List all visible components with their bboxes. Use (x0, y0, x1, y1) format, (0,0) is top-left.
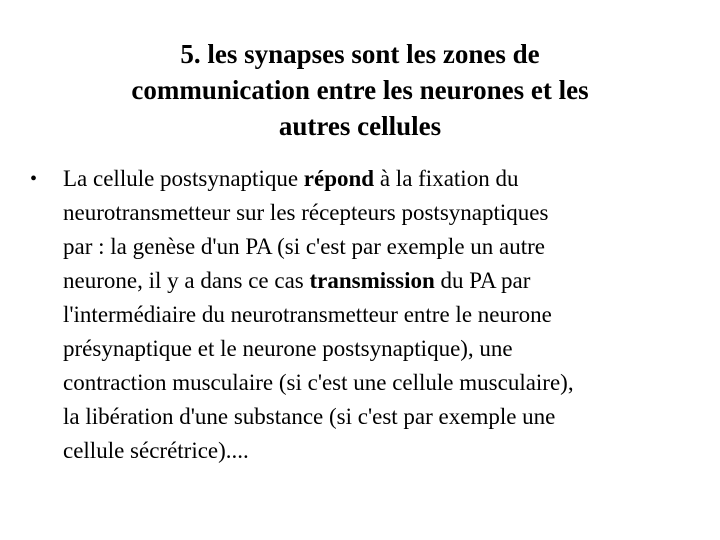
title-line-1: 5. les synapses sont les zones de (180, 39, 540, 69)
slide-title (40, 36, 680, 144)
bullet-line-5: l'intermédiaire du neurotransmetteur entre le neurone (63, 302, 552, 327)
bullet-line-8: la libération d'une substance (si c'est par exemple une (63, 404, 556, 429)
bullet-line-1 (63, 162, 703, 196)
text-segment: neurone, il y a dans ce cas (63, 268, 310, 293)
text-segment: La cellule postsynaptique (63, 166, 304, 191)
bullet-line-3: par : la genèse d'un PA (si c'est par exemple un autre (63, 234, 545, 259)
emphasis-transmission: transmission (309, 268, 435, 293)
title-line-2: communication entre les neurones et les (131, 75, 589, 105)
bullet-text (63, 162, 703, 468)
text-segment: du PA par (434, 268, 531, 293)
emphasis-repond: répond (303, 166, 375, 191)
bullet-line-4 (63, 264, 703, 298)
bullet-line-6: présynaptique et le neurone postsynaptique), une (63, 336, 513, 361)
bullet-line-2: neurotransmetteur sur les récepteurs postsynaptiques (63, 200, 549, 225)
bullet-line-9: cellule sécrétrice).... (63, 438, 249, 463)
bullet-line-7: contraction musculaire (si c'est une cellule musculaire), (63, 370, 574, 395)
title-line-3: autres cellules (278, 111, 442, 141)
bullet-marker-icon: • (30, 168, 38, 190)
text-segment: à la fixation du (374, 166, 519, 191)
